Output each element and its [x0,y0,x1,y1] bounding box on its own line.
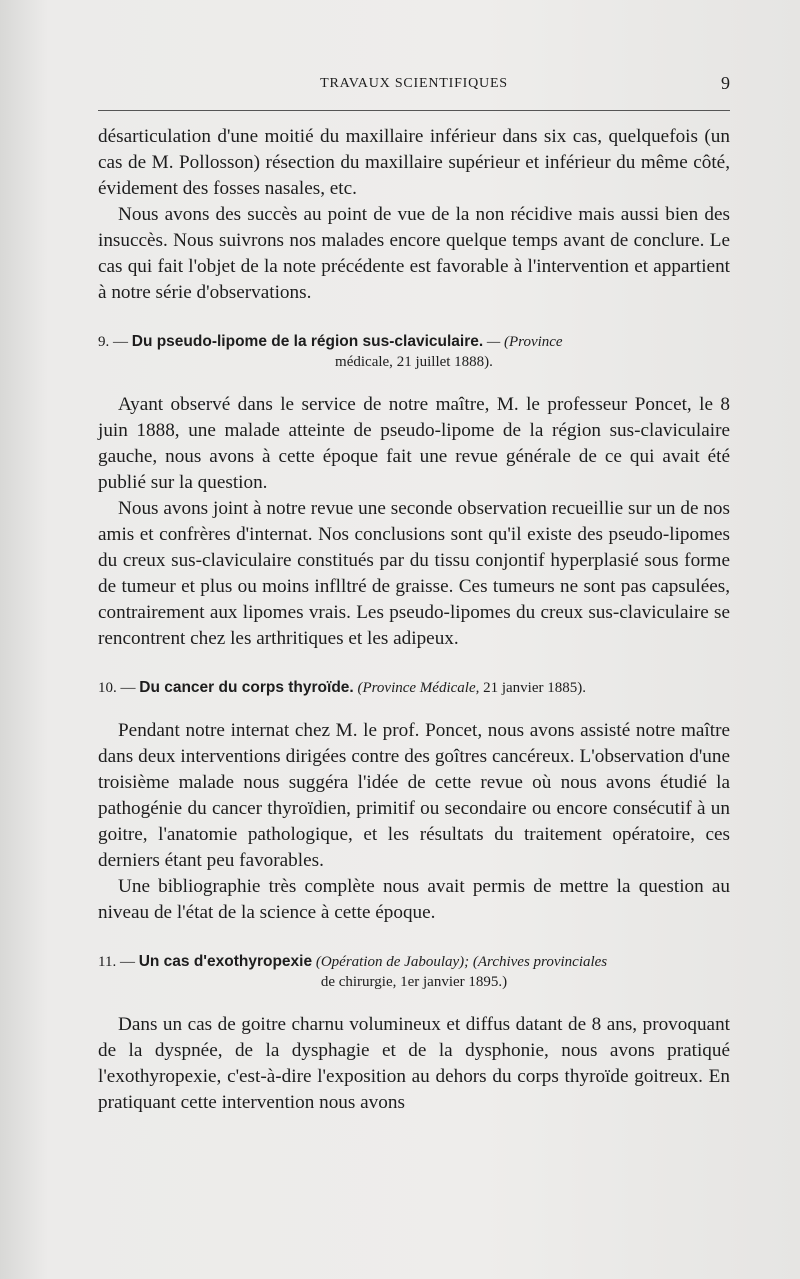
entry-heading [98,332,730,352]
page-header [98,73,730,98]
entry-heading [98,952,730,972]
paragraph: Ayant observé dans le service de notre maître, M. le professeur Poncet, le 8 juin 1888, une malade atteinte de pseudo-lipome de la région sus-claviculaire gauche, nous avons à cette époque fait une revue générale de ce qui avait été publié sur la question. [98,394,730,493]
entry-date: 21 janvier 1885). [483,680,586,696]
paragraph: Nous avons joint à notre revue une seconde observation recueillie sur un de nos amis et confrères d'internat. Nos conclusions sont qu'il existe des pseudo-lipomes du creux sus-claviculaire constitués par du tissu conjontif hyperplasié sous forme de tumeur et plus ou moins inflltré de graisse. Ces tumeurs ne sont pas capsulées, contrairement aux lipomes vrais. Les pseudo-lipomes du creux sus-claviculaire se rencontrent chez les arthritiques et les adipeux. [98,498,730,649]
page-number: 9 [721,73,730,93]
paragraph: Une bibliographie très complète nous avait permis de mettre la question au niveau de l'état de la science à cette époque. [98,876,730,923]
entry-title: Du pseudo-lipome de la région sus-claviculaire. [131,333,484,350]
running-title: TRAVAUX SCIENTIFIQUES [320,76,508,91]
entry-number: 9. — [98,334,128,350]
entry-number: 10. — [98,680,136,696]
entry-citation: (Opération de Jaboulay); (Archives provinciales [315,954,608,970]
page-body [98,124,730,1116]
entry-title: Du cancer du corps thyroïde. [139,679,354,696]
paragraph: Nous avons des succès au point de vue de la non récidive mais aussi bien des insuccès. Nous suivrons nos malades encore quelque temps avant de conclure. Le cas qui fait l'objet de la note précédente est favorable à l'intervention et appartient à notre série d'observations. [98,204,730,303]
paragraph: désarticulation d'une moitié du maxillaire inférieur dans six cas, quelquefois (un cas de M. Pollosson) résection du maxillaire supérieur et inférieur du même côté, évidement des fosses nasales, etc. [98,126,730,199]
paragraph: Pendant notre internat chez M. le prof. Poncet, nous avons assisté notre maître dans deux interventions dirigées contre des goîtres cancéreux. L'observation d'une troisième malade nous suggéra l'idée de cette revue où nous avons étudié la pathogénie du cancer thyroïdien, primitif ou secondaire ou encore consécutif à un goitre, l'anatomie pathologique, et les résultats du traitement opératoire, ces derniers étant peu favorables. [98,720,730,871]
entry-citation-cont: de chirurgie, 1er janvier 1895.) [320,974,508,990]
entry-title: Un cas d'exothyropexie [138,953,313,970]
paragraph: Dans un cas de goitre charnu volumineux et diffus datant de 8 ans, provoquant de la dyspnée, de la dysphagie et de la dysphonie, nous avons pratiqué l'exothyropexie, c'est-à-dire l'exposition au dehors du corps thyroïde goitreux. En pratiquant cette intervention nous avons [98,1014,730,1113]
entry-citation: (Province Médicale, [357,680,480,696]
entry-heading [98,678,730,698]
header-rule [98,110,730,111]
entry-citation-cont: médicale, 21 juillet 1888). [335,354,493,370]
entry-number: 11. — [98,954,135,970]
entry-citation: — (Province [486,334,563,350]
